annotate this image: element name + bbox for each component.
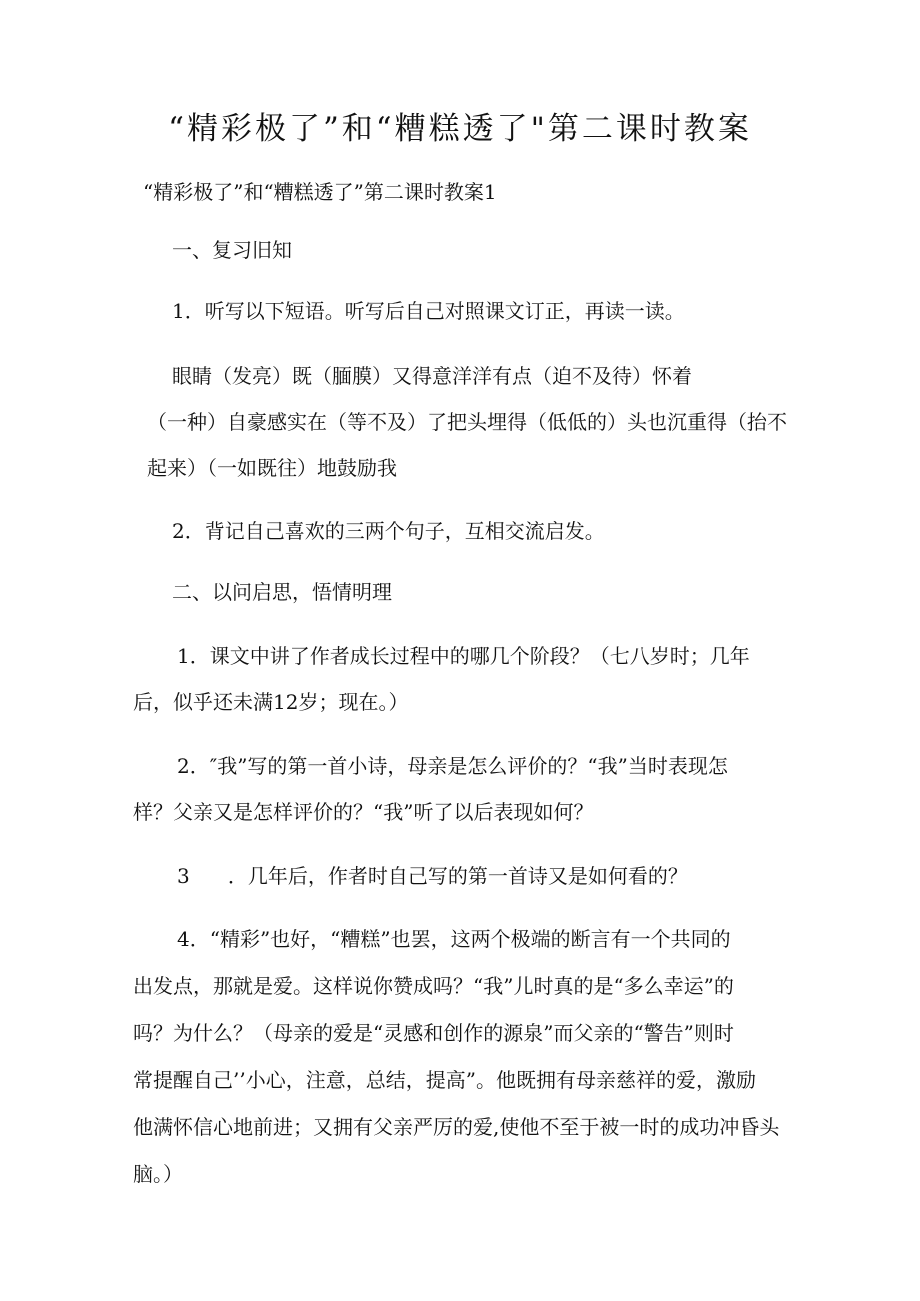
question-1-line-1: 1．课文中讲了作者成长过程中的哪几个阶段？（七八岁时；几年 <box>177 644 750 668</box>
question-4-line-1: 4．“精彩”也好，“糟糕”也罢，这两个极端的断言有一个共同的 <box>177 927 731 951</box>
item-1-dictation: 1．听写以下短语。听写后自己对照课文订正，再读一读。 <box>172 299 685 323</box>
phrase-line-3: 起来）（一如既往）地鼓励我 <box>147 456 397 480</box>
question-1-line-2: 后，似乎还未满12岁；现在。） <box>133 690 409 714</box>
question-4-line-4: 常提醒自己’’小心，注意，总结，提高”。他既拥有母亲慈祥的爱，激励 <box>133 1068 756 1092</box>
question-4-line-3: 吗？为什么？（母亲的爱是“灵感和创作的源泉”而父亲的“警告”则时 <box>133 1021 734 1045</box>
document-title: “精彩极了”和“糟糕透了"第二课时教案 <box>168 111 752 147</box>
question-3: 3 ．几年后，作者时自己写的第一首诗又是如何看的？ <box>177 864 688 888</box>
phrase-line-2: （一种）自豪感实在（等不及）了把头埋得（低低的）头也沉重得（抬不 <box>147 410 787 434</box>
question-4-line-2: 出发点，那就是爱。这样说你赞成吗？“我”儿时真的是“多么幸运”的 <box>133 974 734 998</box>
question-2-line-2: 样？父亲又是怎样评价的？“我”听了以后表现如何？ <box>133 800 594 824</box>
phrase-line-1: 眼睛（发亮）既（腼膜）又得意洋洋有点（迫不及待）怀着 <box>172 364 692 388</box>
item-2-recite: 2．背记自己喜欢的三两个句子，互相交流启发。 <box>172 519 605 543</box>
heading-review: 一、复习旧知 <box>172 238 292 262</box>
question-4-line-5: 他满怀信心地前进；又拥有父亲严厉的爱,使他不至于被一时的成功冲昏头 <box>133 1115 780 1139</box>
section-heading: “精彩极了”和“糟糕透了”第二课时教案1 <box>143 180 497 204</box>
question-2-line-1: 2．″我”写的第一首小诗，母亲是怎么评价的？“我”当时表现怎 <box>177 754 728 778</box>
heading-inquiry: 二、以问启思，悟情明理 <box>172 580 392 604</box>
question-4-line-6: 脑。） <box>133 1162 183 1186</box>
